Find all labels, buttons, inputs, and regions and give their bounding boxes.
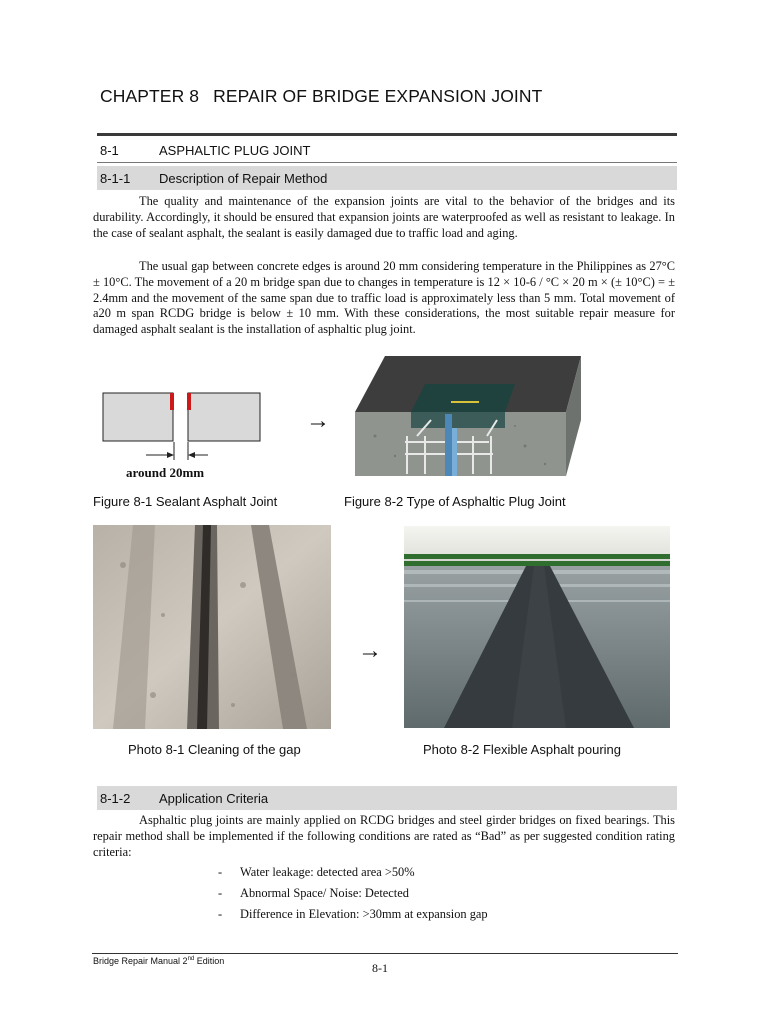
criteria-item-text: Difference in Elevation: >30mm at expansion gap: [240, 907, 488, 921]
header-rule: [97, 133, 677, 136]
right-sealant: [187, 393, 191, 410]
paragraph-2-text: The usual gap between concrete edges is around 20 mm considering temperature in the Philippines as 27°C ± 10°C. The movement of a 20 m bridge span due to changes in temperature is 12 × 10-6 / °C × 20 m × (± 10°C) = ± 2.4mm and the movement of the same span due to traffic load is approximately less than 5 mm. Total movement of a20 m span RCDG bridge is below ± 10 mm. With these considerations, the most suitable repair measure for damaged asphalt sealant is the installation of asphaltic plug joint.: [93, 259, 675, 337]
chapter-number: CHAPTER 8: [100, 86, 200, 106]
footer-manual-text: Bridge Repair Manual 2: [93, 956, 188, 966]
arrow-right-icon: →: [358, 638, 382, 664]
left-slab: [103, 393, 173, 441]
figure-8-2-caption: Figure 8-2 Type of Asphaltic Plug Joint: [344, 494, 566, 509]
paragraph-3-text: Asphaltic plug joints are mainly applied on RCDG bridges and steel girder bridges on fixed bearings. This repair method shall be implemented if the following conditions are rated as “Bad” as per suggested condition rating criteria:: [93, 813, 675, 859]
paragraph-1: [93, 194, 675, 241]
list-item: - Difference in Elevation: >30mm at expansion gap: [218, 907, 488, 921]
photo-8-2-caption: Photo 8-2 Flexible Asphalt pouring: [423, 742, 622, 757]
paragraph-1-text: The quality and maintenance of the expansion joints are vital to the behavior of the bridges and its durability. Accordingly, it should be ensured that expansion joints are waterproofed as well as resistant to leakage. In the case of sealant asphalt, the sealant is easily damaged due to traffic load and aging.: [93, 194, 675, 240]
criteria-list: [218, 862, 488, 925]
section-title: Description of Repair Method: [159, 170, 328, 186]
footer-edition-text: Edition: [194, 956, 225, 966]
section-number: 8-1-2: [100, 790, 131, 806]
figure-8-1-diagram: [100, 388, 270, 488]
section-8-1-2-heading: [97, 786, 677, 810]
left-sealant: [170, 393, 174, 410]
footer-manual-title: [93, 956, 224, 966]
photo-8-2-image: [404, 526, 670, 728]
section-8-1-heading: [97, 138, 677, 163]
figure-8-2-diagram: [355, 356, 581, 476]
right-slab: [188, 393, 260, 441]
section-number: 8-1: [100, 142, 119, 158]
arrow-right-icon: →: [306, 408, 330, 434]
paragraph-2: [93, 259, 675, 338]
footer-rule: [92, 953, 678, 954]
section-title: ASPHALTIC PLUG JOINT: [159, 142, 311, 158]
section-title: Application Criteria: [159, 790, 269, 806]
figure-8-1-caption: Figure 8-1 Sealant Asphalt Joint: [93, 494, 278, 509]
gap-dimension-label: around 20mm: [126, 465, 205, 480]
criteria-item-text: Water leakage: detected area >50%: [240, 865, 415, 879]
paragraph-3: [93, 813, 675, 860]
list-item: - Abnormal Space/ Noise: Detected: [218, 886, 409, 900]
chapter-title: [100, 86, 542, 107]
criteria-item-text: Abnormal Space/ Noise: Detected: [240, 886, 409, 900]
section-8-1-1-heading: [97, 166, 677, 190]
photo-8-1-image: [93, 525, 331, 729]
photo-8-1-caption: Photo 8-1 Cleaning of the gap: [128, 742, 301, 757]
chapter-name: REPAIR OF BRIDGE EXPANSION JOINT: [213, 86, 543, 106]
footer-superscript: nd: [187, 956, 195, 962]
section-number: 8-1-1: [100, 170, 131, 186]
list-item: - Water leakage: detected area >50%: [218, 865, 415, 879]
page-number: 8-1: [372, 961, 388, 975]
